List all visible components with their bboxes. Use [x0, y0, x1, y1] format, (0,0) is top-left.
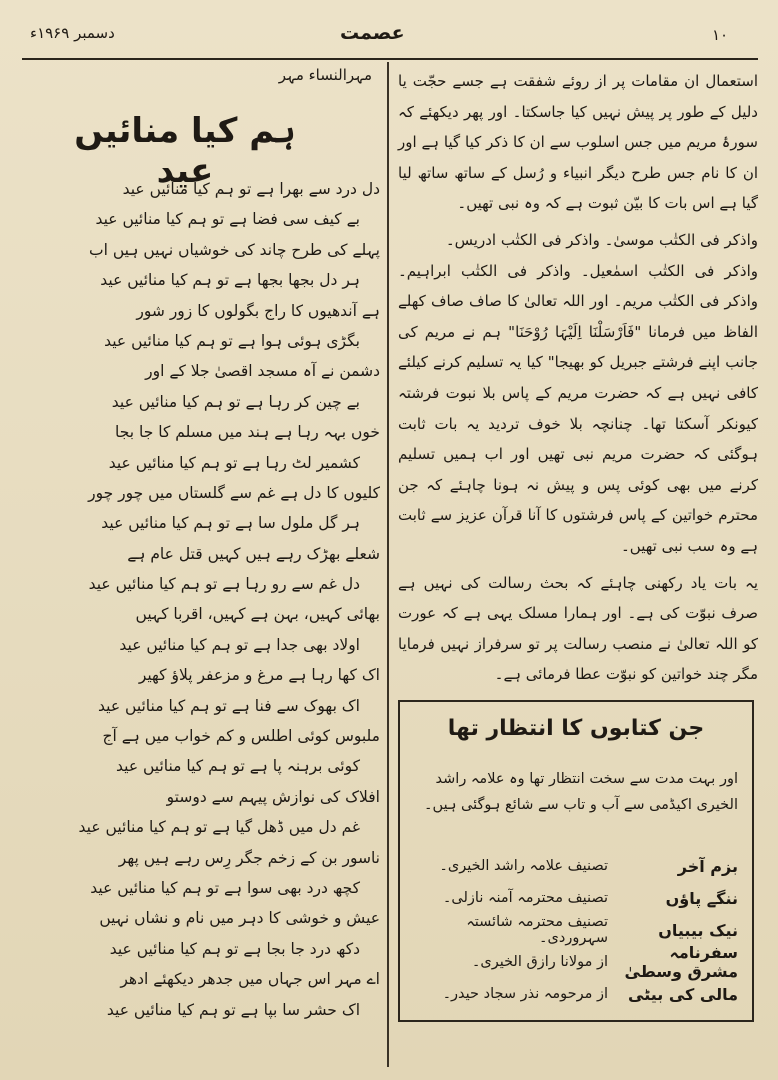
books-box-title: جن کتابوں کا انتظار تھا — [447, 716, 705, 741]
book-row — [412, 914, 738, 946]
book-title: بزم آخر — [677, 856, 738, 876]
book-row — [412, 943, 738, 981]
poem-column — [20, 66, 380, 1066]
poem-verses — [20, 174, 380, 1025]
poem-verse: ناسور بن کے زخم جگر رِس رہے ہیں پھر — [118, 848, 380, 867]
column-divider — [387, 62, 389, 1067]
poem-verse: غم دل میں ڈھل گیا ہے تو ہم کیا منائیں عید — [78, 818, 360, 837]
magazine-title: عصمت — [340, 22, 405, 44]
page-header — [0, 22, 778, 58]
book-title: ننگے پاؤں — [665, 888, 738, 908]
poem-verse: ہر دل بجھا بجھا ہے تو ہم کیا منائیں عید — [100, 271, 360, 290]
poem-verse: اے مہر اس جہاں میں جدھر دیکھئے ادھر — [120, 970, 380, 989]
poem-verse: بگڑی ہوئی ہوا ہے تو ہم کیا منائیں عید — [104, 331, 360, 350]
book-title: نیک بیبیاں — [658, 920, 738, 940]
poem-verse: شعلے بھڑک رہے ہیں کہیں قتل عام ہے — [127, 544, 380, 563]
book-title: مالی کی بیٹی — [628, 984, 738, 1004]
books-announcement-box — [398, 700, 754, 1022]
poem-verse: ملبوس کوئی اطلس و کم خواب میں ہے آج — [102, 727, 380, 746]
poem-verse: اک حشر سا بپا ہے تو ہم کیا منائیں عید — [106, 1000, 360, 1019]
poem-verse: بے کیف سی فضا ہے تو ہم کیا منائیں عید — [95, 210, 360, 229]
poem-verse: بھائی کہیں، بہن ہے کہیں، اقربا کہیں — [135, 605, 380, 624]
poem-verse: ہر گل ملول سا ہے تو ہم کیا منائیں عید — [101, 514, 360, 533]
poem-verse: ہے آندھیوں کا راج بگولوں کا زور شور — [136, 301, 380, 320]
poem-verse: کلیوں کا دل ہے غم سے گلستاں میں چور چور — [88, 483, 380, 502]
poem-verse: پہلے کی طرح چاند کی خوشیاں نہیں ہیں اب — [89, 240, 380, 259]
books-box-intro: اور بہت مدت سے سخت انتظار تھا وہ علامہ راشد الخیری اکیڈمی سے آب و تاب سے شائع ہوگئی ہیں۔ — [424, 771, 738, 813]
article-paragraph: واذکر فی الکتٰب موسیٰ۔ واذکر فی الکتٰب ادریس۔ — [445, 230, 758, 249]
book-author: تصنیف علامہ راشد الخیری۔ — [439, 858, 608, 874]
poem-verse: دشمن نے آہ مسجد اقصیٰ جلا کے اور — [145, 362, 380, 381]
poem-verse: کچھ درد بھی سوا ہے تو ہم کیا منائیں عید — [90, 878, 360, 897]
poem-verse: بے چین کر رہا ہے تو ہم کیا منائیں عید — [111, 392, 360, 411]
poem-verse: افلاک کی نوازش پیہم سے دوستو — [166, 787, 380, 806]
poet-name: مہرالنساء مہر — [278, 66, 372, 84]
book-list — [412, 850, 738, 1010]
poem-verse: کشمیر لٹ رہا ہے تو ہم کیا منائیں عید — [108, 453, 360, 472]
poem-verse: دل درد سے بھرا ہے تو ہم کیا منائیں عید — [122, 180, 380, 198]
article-paragraph: استعمال ان مقامات پر از روئے شفقت ہے جسے حجّت یا دلیل کے طور پر پیش نہیں کیا جاسکتا۔ اور پھر دیکھئے کہ سورۂ مریم میں جس اسلوب سے ان کا ذکر کیا گیا ہے اور ان کا نام جس طرح دیگر انبیاء و رُسل کے ساتھ ساتھ لیا گیا ہے اس بات کا بیّن ثبوت ہے کہ وہ نبی تھیں۔ — [398, 72, 758, 213]
poem-verse: اولاد بھی جدا ہے تو ہم کیا منائیں عید — [119, 635, 360, 654]
poem-verse: خوں بہہ رہا ہے ہند میں مسلم کا جا بجا — [115, 423, 380, 442]
book-author: از مرحومہ نذر سجاد حیدر۔ — [442, 986, 608, 1002]
poem-verse: اک بھوک سے فنا ہے تو ہم کیا منائیں عید — [98, 696, 360, 715]
book-author: تصنیف محترمہ آمنہ نازلی۔ — [442, 890, 608, 906]
issue-date: دسمبر ۱۹۶۹ء — [30, 24, 115, 42]
header-rule — [22, 58, 758, 60]
article-column — [398, 66, 758, 690]
article-paragraph: واذکر فی الکتٰب اسمٰعیل۔ واذکر فی الکتٰب ابراہیم۔ واذکر فی الکتٰب مریم۔ اور اللہ تعالیٰ کا صاف صاف کھلے الفاظ میں فرمانا "فَاَرْسَلْنَا اِلَیْہَا رُوْحَنَا" ہم نے مریم کی جانب اپنے فرشتے جبریل کو بھیجا" کیا یہ تسلیم کرنے کیلئے کافی نہیں ہے کہ حضرت مریم کے پاس بلا نبوت فرشتہ کیونکر آسکتا تھا۔ چنانچہ بلا خوف تردید یہ بات ثابت ہوگئی کہ حضرت مریم نبی تھیں اور اب ہمیں تسلیم کرنے میں بھی کوئی پس و پیش نہ ہونا چاہئے کہ جن محترم خواتین کے پاس فرشتوں کا آنا قرآن عزیز سے ثابت ہے وہ سب نبی تھیں۔ — [398, 261, 758, 555]
book-title: سفرنامہ مشرق وسطیٰ — [624, 943, 738, 981]
book-row — [412, 850, 738, 882]
poem-title: ہم کیا منائیں عید — [74, 111, 296, 191]
poem-verse: عیش و خوشی کا دہر میں نام و نشاں نہیں — [99, 909, 380, 928]
poem-verse: اک کھا رہا ہے مرغ و مزعفر پلاؤ کھیر — [138, 666, 380, 685]
page-number: ۱۰ — [712, 26, 729, 44]
poem-verse: دکھ درد جا بجا ہے تو ہم کیا منائیں عید — [109, 939, 360, 958]
book-author: تصنیف محترمہ شائستہ سہروردی۔ — [466, 914, 608, 946]
poem-verse: دل غم سے رو رہا ہے تو ہم کیا منائیں عید — [88, 575, 360, 594]
book-author: از مولانا رازق الخیری۔ — [471, 954, 608, 970]
book-row — [412, 882, 738, 914]
article-paragraph: یہ بات یاد رکھنی چاہئے کہ بحث رسالت کی نہیں ہے صرف نبوّت کی ہے۔ اور ہمارا مسلک یہی ہے کہ عورت کو اللہ تعالیٰ نے منصب رسالت پر تو سرفراز نہیں فرمایا مگر چند خواتین کو نبوّت عطا فرمائی ہے۔ — [398, 573, 758, 684]
book-row — [412, 978, 738, 1010]
poem-verse: کوئی برہنہ پا ہے تو ہم کیا منائیں عید — [116, 757, 360, 776]
